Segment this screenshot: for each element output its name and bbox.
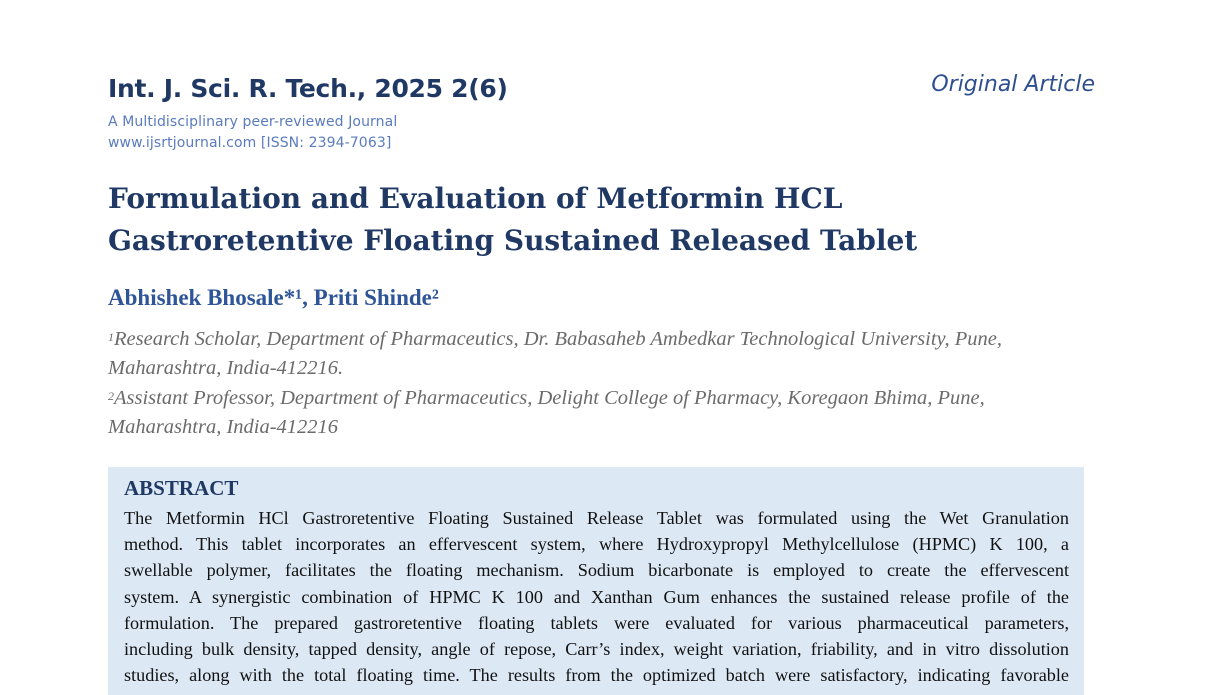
abstract-line: including bulk density, tapped density, angle of repose, Carr’s index, weight variation, friability, and in vitro dissolution xyxy=(124,638,1069,659)
affiliation-line xyxy=(108,384,1088,413)
affiliation-line xyxy=(108,325,1088,354)
journal-title: Int. J. Sci. R. Tech., 2025 2(6) xyxy=(108,74,508,103)
affiliation-2 xyxy=(108,384,1088,442)
affiliation-marker: 2 xyxy=(108,389,114,403)
affiliation-text: Research Scholar, Department of Pharmaceutics, Dr. Babasaheb Ambedkar Technological University, Pune, xyxy=(114,328,1003,350)
paper-title xyxy=(108,178,1108,262)
abstract-heading: ABSTRACT xyxy=(124,476,239,500)
abstract-section xyxy=(108,467,1084,695)
abstract-body xyxy=(124,505,1069,688)
affiliation-text: Assistant Professor, Department of Pharmaceutics, Delight College of Pharmacy, Koregaon Bhima, Pune, xyxy=(114,387,985,409)
author-list: Abhishek Bhosale*¹, Priti Shinde² xyxy=(108,285,439,310)
abstract-line: studies, along with the total floating time. The results from the optimized batch were satisfactory, indicating favorable xyxy=(124,665,1069,686)
affiliation-1 xyxy=(108,325,1088,383)
article-type-label: Original Article xyxy=(931,72,1095,97)
affiliation-marker: 1 xyxy=(108,330,114,344)
abstract-line: system. A synergistic combination of HPMC K 100 and Xanthan Gum enhances the sustained release profile of the xyxy=(124,586,1069,607)
abstract-line: formulation. The prepared gastroretentive floating tablets were evaluated for various pharmaceutical parameters, xyxy=(124,612,1069,633)
abstract-line: swellable polymer, facilitates the floating mechanism. Sodium bicarbonate is employed to create the effervescent xyxy=(124,560,1069,581)
paper-title-line: Formulation and Evaluation of Metformin HCL xyxy=(108,182,843,215)
journal-website-issn: www.ijsrtjournal.com [ISSN: 2394-7063] xyxy=(108,135,392,151)
paper-title-line: Gastroretentive Floating Sustained Released Tablet xyxy=(108,224,918,257)
affiliation-line: Maharashtra, India-412216 xyxy=(108,416,339,438)
abstract-line: method. This tablet incorporates an effervescent system, where Hydroxypropyl Methylcellulose (HPMC) K 100, a xyxy=(124,534,1069,555)
journal-tagline: A Multidisciplinary peer-reviewed Journal xyxy=(108,114,398,130)
abstract-line: The Metformin HCl Gastroretentive Floating Sustained Release Tablet was formulated using the Wet Granulation xyxy=(124,508,1069,528)
affiliation-line: Maharashtra, India-412216. xyxy=(108,357,344,379)
